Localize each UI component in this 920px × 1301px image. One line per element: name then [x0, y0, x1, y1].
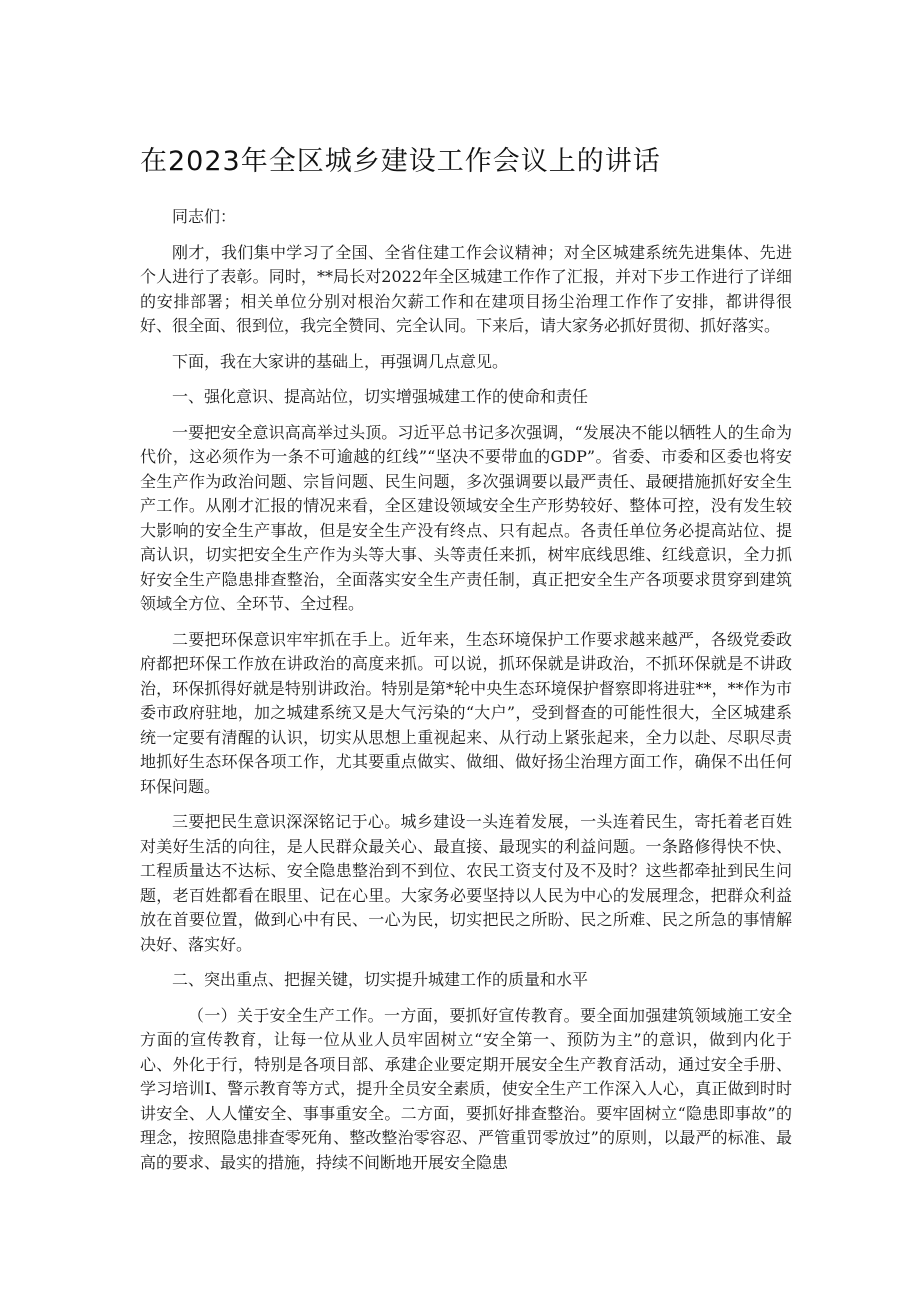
paragraph-environment-awareness: 二要把环保意识牢牢抓在手上。近年来，生态环境保护工作要求越来越严，各级党委政府都把环保工作放在讲政治的高度来抓。可以说，抓环保就是讲政治，不抓环保就是不讲政治，环保抓得好就是特别讲政治。特别是第*轮中央生态环境保护督察即将进驻**，**作为市委市政府驻地，加之城建系统又是大气污染的“大户”，受到督查的可能性很大，全区城建系统一定要有清醒的认识，切实从思想上重视起来、从行动上紧张起来，全力以赴、尽职尽责地抓好生态环保各项工作，尤其要重点做实、做细、做好扬尘治理方面工作，确保不出任何环保问题。 — [140, 629, 792, 796]
paragraph-transition: 下面，我在大家讲的基础上，再强调几点意见。 — [172, 351, 509, 371]
section-heading-1: 一、强化意识、提高站位，切实增强城建工作的使命和责任 — [172, 387, 589, 406]
document-title: 在2023年全区城乡建设工作会议上的讲话 — [140, 146, 661, 177]
paragraph-safety-production: （一）关于安全生产工作。一方面，要抓好宣传教育。要全面加强建筑领域施工安全方面的宣传教育，让每一位从业人员牢固树立“安全第一、预防为主”的意识，做到内化于心、外化于行，特别是各项目部、承建企业要定期开展安全生产教育活动，通过安全手册、学习培训I、警示教育等方式，提升全员安全素质，使安全生产工作深入人心，真正做到时时讲安全、人人懂安全、事事重安全。二方面，要抓好排查整治。要牢固树立“隐患即事故”的理念，按照隐患排查零死角、整改整治零容忍、严管重罚零放过”的原则，以最严的标准、最高的要求、最实的措施，持续不间断地开展安全隐患 — [140, 1005, 792, 1172]
paragraph-intro: 刚才，我们集中学习了全国、全省住建工作会议精神；对全区城建系统先进集体、先进个人进行了表彰。同时，**局长对2022年全区城建工作作了汇报，并对下步工作进行了详细的安排部署；相关单位分别对根治欠薪工作和在建项目扬尘治理工作作了安排，都讲得很好、很全面、很到位，我完全赞同、完全认同。下来后，请大家务必抓好贯彻、抓好落实。 — [140, 242, 792, 335]
paragraph-livelihood-awareness: 三要把民生意识深深铭记于心。城乡建设一头连着发展，一头连着民生，寄托着老百姓对美好生活的向往，是人民群众最关心、最直接、最现实的利益问题。一条路修得快不快、工程质量达不达标、安全隐患整治到不到位、农民工资支付及不及时？这些都牵扯到民生问题，老百姓都看在眼里、记在心里。大家务必要坚持以人民为中心的发展理念，把群众利益放在首要位置，做到心中有民、一心为民，切实把民之所盼、民之所难、民之所急的事情解决好、落实好。 — [140, 812, 792, 954]
paragraph-safety-awareness: 一要把安全意识高高举过头顶。习近平总书记多次强调，“发展决不能以牺牲人的生命为代价，这必须作为一条不可逾越的红线”“坚决不要带血的GDP”。省委、市委和区委也将安全生产作为政治问题、宗旨问题、民生问题，多次强调要以最严责任、最硬措施抓好安全生产工作。从刚才汇报的情况来看，全区建设领域安全生产形势较好、整体可控，没有发生较大影响的安全生产事故，但是安全生产没有终点、只有起点。各责任单位务必提高站位、提高认识，切实把安全生产作为头等大事、头等责任来抓，树牢底线思维、红线意识，全力抓好安全生产隐患排查整治，全面落实安全生产责任制，真正把安全生产各项要求贯穿到建筑领域全方位、全环节、全过程。 — [140, 422, 792, 613]
section-heading-2: 二、突出重点、把握关键，切实提升城建工作的质量和水平 — [172, 970, 589, 989]
document-body — [140, 144, 792, 1186]
salutation: 同志们： — [172, 207, 237, 226]
